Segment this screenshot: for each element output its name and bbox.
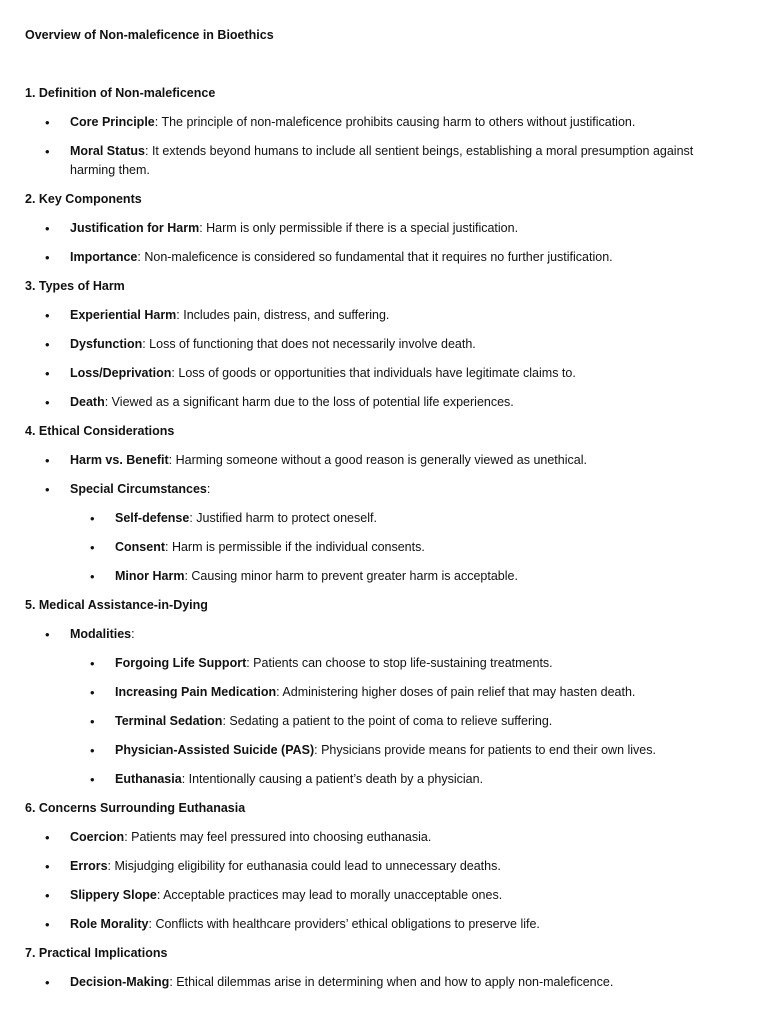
- item-term: Death: [70, 395, 105, 409]
- section-heading: 1. Definition of Non-maleficence: [25, 86, 216, 100]
- bullet-list: [25, 625, 725, 789]
- list-item: [25, 828, 725, 847]
- sub-list-item: [70, 712, 725, 731]
- item-text: :: [131, 627, 135, 641]
- subitem-term: Self-defense: [115, 511, 190, 525]
- subitem-term: Consent: [115, 540, 165, 554]
- list-item: [25, 335, 725, 354]
- item-term: Errors: [70, 859, 108, 873]
- item-term: Modalities: [70, 627, 132, 641]
- list-item: [25, 973, 725, 992]
- item-text: :: [206, 482, 211, 496]
- sub-list-item: [70, 770, 725, 789]
- document-page: [25, 26, 725, 1002]
- item-term: Special Circumstances: [70, 482, 207, 496]
- item-term: Dysfunction: [70, 337, 143, 351]
- subitem-text: : Administering higher doses of pain relief that may hasten death.: [276, 685, 636, 699]
- item-text: : Conflicts with healthcare providers’ ethical obligations to preserve life.: [148, 917, 540, 931]
- item-term: Role Morality: [70, 917, 149, 931]
- item-text: : Non-maleficence is considered so fundamental that it requires no further justification.: [137, 250, 613, 264]
- list-item: [25, 248, 725, 267]
- sub-list-item: [70, 509, 725, 528]
- item-text: : Loss of functioning that does not necessarily involve death.: [142, 337, 476, 351]
- sub-list-item: [70, 567, 725, 586]
- subitem-term: Euthanasia: [115, 772, 182, 786]
- subitem-term: Minor Harm: [115, 569, 185, 583]
- document-title: Overview of Non-maleficence in Bioethics: [25, 28, 274, 42]
- bullet-list: [25, 113, 725, 180]
- section-heading: 4. Ethical Considerations: [25, 424, 175, 438]
- list-item: [25, 915, 725, 934]
- list-item: [25, 857, 725, 876]
- section-heading: 5. Medical Assistance-in-Dying: [25, 598, 208, 612]
- item-term: Slippery Slope: [70, 888, 157, 902]
- bullet-list: [25, 306, 725, 412]
- sub-list-item: [70, 538, 725, 557]
- sub-list-item: [70, 654, 725, 673]
- item-text: : Misjudging eligibility for euthanasia could lead to unnecessary deaths.: [107, 859, 501, 873]
- list-item: [25, 142, 725, 180]
- item-term: Decision-Making: [70, 975, 170, 989]
- sub-bullet-list: [70, 654, 725, 789]
- list-item: [25, 306, 725, 325]
- bullet-list: [25, 451, 725, 586]
- list-item: [25, 364, 725, 383]
- subitem-text: : Harm is permissible if the individual consents.: [165, 540, 425, 554]
- list-item: [25, 886, 725, 905]
- document-body: [25, 84, 725, 992]
- item-text: : It extends beyond humans to include all sentient beings, establishing a moral presumption against harming them.: [70, 144, 694, 177]
- section-heading: 3. Types of Harm: [25, 279, 125, 293]
- item-term: Loss/Deprivation: [70, 366, 172, 380]
- subitem-text: : Patients can choose to stop life-sustaining treatments.: [246, 656, 553, 670]
- item-text: : Ethical dilemmas arise in determining when and how to apply non-maleficence.: [169, 975, 614, 989]
- subitem-text: : Sedating a patient to the point of coma to relieve suffering.: [222, 714, 553, 728]
- list-item: [25, 113, 725, 132]
- bullet-list: [25, 973, 725, 992]
- item-text: : Patients may feel pressured into choosing euthanasia.: [124, 830, 432, 844]
- list-item: [25, 480, 725, 586]
- item-text: : Acceptable practices may lead to morally unacceptable ones.: [156, 888, 503, 902]
- item-text: : Harm is only permissible if there is a special justification.: [199, 221, 519, 235]
- item-text: : Harming someone without a good reason is generally viewed as unethical.: [168, 453, 587, 467]
- list-item: [25, 625, 725, 789]
- subitem-term: Physician-Assisted Suicide (PAS): [115, 743, 315, 757]
- list-item: [25, 219, 725, 238]
- subitem-term: Terminal Sedation: [115, 714, 223, 728]
- sub-list-item: [70, 683, 725, 702]
- item-text: : Loss of goods or opportunities that individuals have legitimate claims to.: [171, 366, 576, 380]
- item-term: Harm vs. Benefit: [70, 453, 169, 467]
- item-text: : Includes pain, distress, and suffering.: [176, 308, 390, 322]
- item-term: Core Principle: [70, 115, 155, 129]
- list-item: [25, 451, 725, 470]
- item-text: : The principle of non-maleficence prohibits causing harm to others without justification.: [154, 115, 636, 129]
- item-term: Moral Status: [70, 144, 146, 158]
- subitem-text: : Intentionally causing a patient’s death by a physician.: [181, 772, 484, 786]
- subitem-text: : Justified harm to protect oneself.: [189, 511, 377, 525]
- sub-bullet-list: [70, 509, 725, 586]
- subitem-term: Increasing Pain Medication: [115, 685, 277, 699]
- section-heading: 6. Concerns Surrounding Euthanasia: [25, 801, 246, 815]
- bullet-list: [25, 219, 725, 267]
- sub-list-item: [70, 741, 725, 760]
- item-term: Importance: [70, 250, 138, 264]
- subitem-term: Forgoing Life Support: [115, 656, 247, 670]
- section-heading: 7. Practical Implications: [25, 946, 168, 960]
- item-term: Coercion: [70, 830, 125, 844]
- item-term: Justification for Harm: [70, 221, 200, 235]
- item-term: Experiential Harm: [70, 308, 177, 322]
- subitem-text: : Causing minor harm to prevent greater harm is acceptable.: [184, 569, 518, 583]
- list-item: [25, 393, 725, 412]
- section-heading: 2. Key Components: [25, 192, 142, 206]
- bullet-list: [25, 828, 725, 934]
- subitem-text: : Physicians provide means for patients to end their own lives.: [314, 743, 656, 757]
- item-text: : Viewed as a significant harm due to the loss of potential life experiences.: [104, 395, 514, 409]
